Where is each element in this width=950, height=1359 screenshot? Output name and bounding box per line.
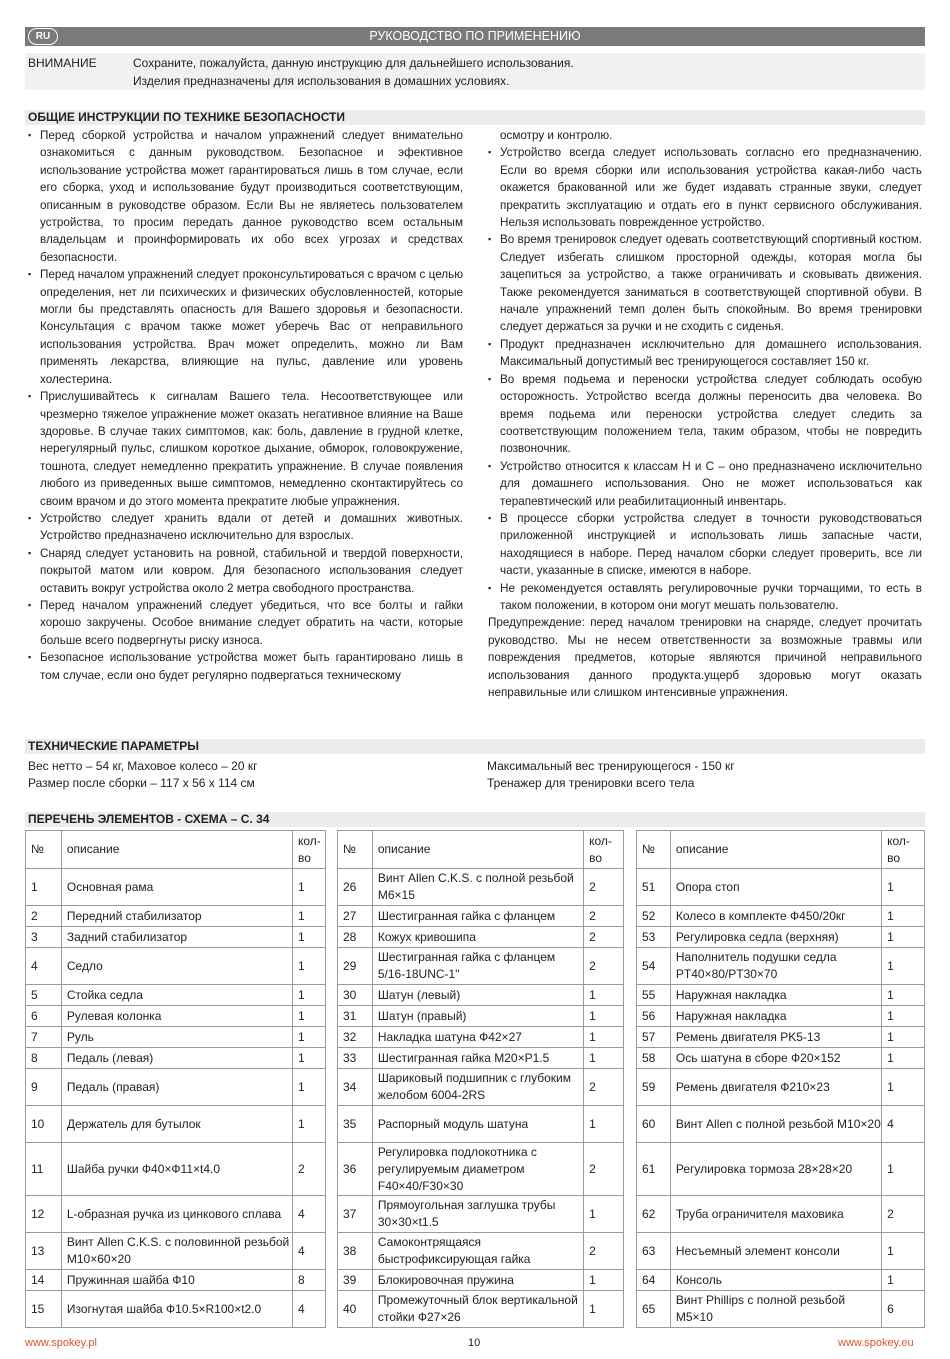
part-quantity: 1 xyxy=(293,1069,326,1106)
part-quantity: 2 xyxy=(584,948,624,985)
part-number: 7 xyxy=(26,1027,62,1048)
part-quantity: 1 xyxy=(293,1048,326,1069)
safety-item: ▪ Перед началом упражнений следует убедиться, что все болты и гайки хорошо закручены. Особое внимание следует обратить на части, которые больше всего подвергнуты риску износа. xyxy=(28,597,463,649)
part-quantity: 8 xyxy=(293,1270,326,1291)
table-row xyxy=(338,948,624,985)
safety-left-column xyxy=(28,127,463,684)
safety-item: ▪ Устройство всегда следует использовать согласно его предназначению. Если во время сборки или использования устройства какая-либо часть окажется бракованной или же будет издавать странные звуки, следует прекратить эксплуатацию и отдать его в пункт сервисного обслуживания. Нельзя использовать поврежденное устройство. xyxy=(488,144,922,231)
safety-item: ▪ Прислушивайтесь к сигналам Вашего тела. Несоответствующее или чрезмерно тяжелое упражнение может оказать негативное влияние на Ваше здоровье. В случае таких симптомов, как: боль, давление в грудной клетке, нерегулярный пульс, слишком короткое дыхание, обморок, головокружение, тошнота, следует немедленно прекратить упражнение. В случае появления любого из приведенных выше симптомов, немедленно сконтактируйтесь со своим врачом и до этого момента прекратите любые упражнения. xyxy=(28,388,463,510)
warning-label: ВНИМАНИЕ xyxy=(28,56,97,70)
part-number: 30 xyxy=(338,985,373,1006)
table-row xyxy=(637,1143,925,1196)
part-quantity: 1 xyxy=(584,1048,624,1069)
table-row xyxy=(637,1006,925,1027)
page-title: РУКОВОДСТВО ПО ПРИМЕНЕНИЮ xyxy=(369,29,581,43)
part-description: Шестигранная гайка M20×P1.5 xyxy=(372,1048,583,1069)
part-description: Наружная накладка xyxy=(670,985,881,1006)
table-row xyxy=(338,906,624,927)
part-quantity: 4 xyxy=(882,1106,925,1143)
parts-table-3 xyxy=(636,830,925,1328)
part-description: Консоль xyxy=(670,1270,881,1291)
part-quantity: 1 xyxy=(882,869,925,906)
part-number: 2 xyxy=(26,906,62,927)
part-number: 13 xyxy=(26,1233,62,1270)
table-row xyxy=(26,948,326,985)
part-quantity: 1 xyxy=(882,1048,925,1069)
part-description: Ремень двигателя PK5-13 xyxy=(670,1027,881,1048)
column-number-header: № xyxy=(637,831,671,869)
table-row xyxy=(637,1048,925,1069)
table-row xyxy=(637,1233,925,1270)
part-description: Седло xyxy=(61,948,292,985)
tech-right xyxy=(487,758,735,792)
column-number-header: № xyxy=(338,831,373,869)
part-quantity: 1 xyxy=(293,1006,326,1027)
language-badge: RU xyxy=(28,28,58,45)
quantity-header-line: во xyxy=(298,850,311,865)
part-number: 4 xyxy=(26,948,62,985)
part-quantity: 2 xyxy=(584,1233,624,1270)
quantity-header-line: кол- xyxy=(589,833,612,848)
part-number: 63 xyxy=(637,1233,671,1270)
table-row xyxy=(338,1048,624,1069)
footer-link-pl[interactable]: www.spokey.pl xyxy=(25,1337,97,1349)
part-quantity: 4 xyxy=(293,1196,326,1233)
part-description: Винт Allen с полной резьбой M10×20 xyxy=(670,1106,881,1143)
parts-heading: ПЕРЕЧЕНЬ ЭЛЕМЕНТОВ - СХЕМА – С. 34 xyxy=(25,812,925,827)
part-number: 29 xyxy=(338,948,373,985)
table-row xyxy=(338,985,624,1006)
part-quantity: 1 xyxy=(882,1069,925,1106)
safety-item: ▪ Во время подьема и переноски устройства следует соблюдать особую осторожность. Устройство всегда должны переносить два человека. Во время подьема или переноски устройства следует следить за соответствующим положением тела, таким образом, чтобы не повредить позвоночник. xyxy=(488,371,922,458)
part-number: 26 xyxy=(338,869,373,906)
tech-size: Размер после сборки – 117 x 56 x 114 см xyxy=(28,776,255,790)
table-row xyxy=(338,1143,624,1196)
safety-item: ▪ Перед сборкой устройства и началом упражнений следует внимательно ознакомиться с данным руководством. Безопасное и эфективное использование устройства может гарантироваться лишь в том случае, если его сборка, уход и использование будут производиться соответствующим, описанным в руководстве образом. Если Вы не являетесь пользователем устройства, то просим передать данное руководство всем остальным владельцам и проинформировать их обо всех угрозах и средствах безопасности. xyxy=(28,127,463,266)
part-number: 33 xyxy=(338,1048,373,1069)
part-description: Опора стоп xyxy=(670,869,881,906)
part-number: 38 xyxy=(338,1233,373,1270)
part-quantity: 2 xyxy=(584,906,624,927)
part-description: Кожух кривошипа xyxy=(372,927,583,948)
table-row xyxy=(637,948,925,985)
part-description: Промежуточный блок вертикальной стойки Ф27×26 xyxy=(372,1291,583,1328)
part-description: Наружная накладка xyxy=(670,1006,881,1027)
safety-warning-note: Предупреждение: перед началом тренировки на снаряде, следует прочитать руководство. Мы не несем ответственности за возможные травмы или повреждения предметов, которые являются причиной неправильного использования данного продукта.ущерб здоровью могут оказать неправильные или слишком интенсивные упражнения. xyxy=(488,616,922,699)
quantity-header-line: во xyxy=(589,850,603,865)
column-quantity-header xyxy=(584,831,624,869)
part-number: 53 xyxy=(637,927,671,948)
table-row xyxy=(637,1196,925,1233)
part-number: 61 xyxy=(637,1143,671,1196)
part-description: Шатун (правый) xyxy=(372,1006,583,1027)
tech-heading: ТЕХНИЧЕСКИЕ ПАРАМЕТРЫ xyxy=(25,739,925,754)
part-quantity: 1 xyxy=(293,906,326,927)
part-description: Шестигранная гайка с фланцем xyxy=(372,906,583,927)
part-number: 58 xyxy=(637,1048,671,1069)
part-description: Регулировка тормоза 28×28×20 xyxy=(670,1143,881,1196)
part-number: 12 xyxy=(26,1196,62,1233)
part-quantity: 1 xyxy=(882,1006,925,1027)
part-description: Изогнутая шайба Ф10.5×R100×t2.0 xyxy=(61,1291,292,1328)
part-description: Руль xyxy=(61,1027,292,1048)
table-row xyxy=(26,1143,326,1196)
table-row xyxy=(26,927,326,948)
table-header-row xyxy=(338,831,624,869)
table-row xyxy=(26,1291,326,1328)
part-quantity: 6 xyxy=(882,1291,925,1328)
part-number: 31 xyxy=(338,1006,373,1027)
table-row xyxy=(338,1196,624,1233)
part-quantity: 1 xyxy=(882,1233,925,1270)
part-description: Несъемный элемент консоли xyxy=(670,1233,881,1270)
column-description-header: описание xyxy=(61,831,292,869)
part-quantity: 1 xyxy=(584,985,624,1006)
column-quantity-header xyxy=(293,831,326,869)
table-row xyxy=(637,869,925,906)
part-quantity: 1 xyxy=(882,1143,925,1196)
table-row xyxy=(26,1027,326,1048)
part-quantity: 1 xyxy=(293,1106,326,1143)
part-description: Педаль (левая) xyxy=(61,1048,292,1069)
table-header-row xyxy=(26,831,326,869)
part-number: 35 xyxy=(338,1106,373,1143)
part-quantity: 1 xyxy=(882,906,925,927)
part-number: 62 xyxy=(637,1196,671,1233)
part-number: 57 xyxy=(637,1027,671,1048)
part-number: 6 xyxy=(26,1006,62,1027)
tech-purpose: Тренажер для тренировки всего тела xyxy=(487,776,695,790)
table-row xyxy=(637,927,925,948)
table-row xyxy=(26,906,326,927)
warning-line-2: Изделия предназначены для использования в домашних условиях. xyxy=(133,74,510,88)
part-quantity: 1 xyxy=(882,948,925,985)
table-row xyxy=(26,1069,326,1106)
safety-item: ▪ Снаряд следует установить на ровной, стабильной и твердой поверхности, покрытой матом или ковром. Для безопасного использования следует оставить вокруг устройства около 2 метра свободного пространства. xyxy=(28,545,463,597)
part-number: 54 xyxy=(637,948,671,985)
part-description: Винт Allen C.K.S. с половинной резьбой М10×60×20 xyxy=(61,1233,292,1270)
part-description: Ремень двигателя Ф210×23 xyxy=(670,1069,881,1106)
safety-item: ▪ Перед началом упражнений следует проконсультироваться с врачом с целью определения, нет ли психических и физических обусловленностей, которые могли бы представлять опасность для Вашего здоровья и безопасности. Консультация с врачом также может уберечь Вас от неправильного использования устройства. Врач может определить, можно ли Вам применять лекарства, влияющие на пульс, давление или уровень холестерина. xyxy=(28,266,463,388)
part-description: Шайба ручки Ф40×Ф11×t4.0 xyxy=(61,1143,292,1196)
part-number: 1 xyxy=(26,869,62,906)
safety-item: ▪ Не рекомендуется оставлять регулировочные ручки торчащими, то есть в таком положении, в котором они могут мешать пользователю. xyxy=(488,580,922,615)
part-description: Шестигранная гайка с фланцем 5/16-18UNC-1" xyxy=(372,948,583,985)
warning-line-1: Сохраните, пожалуйста, данную инструкцию для дальнейшего использования. xyxy=(133,56,574,70)
safety-item: ▪ Продукт предназначен исключительно для домашнего использования. Максимальный допустимый вес тренирующегося составляет 150 кг. xyxy=(488,336,922,371)
part-quantity: 1 xyxy=(584,1006,624,1027)
safety-item: ▪ В процессе сборки устройства следует в точности руководствоваться приложенной инструкцией и использовать лишь запасные части, находящиеся в наборе. Перед началом сборки следует проверить, все ли части, указанные в списке, имеются в наборе. xyxy=(488,510,922,580)
table-row xyxy=(637,1291,925,1328)
part-quantity: 1 xyxy=(584,1027,624,1048)
column-description-header: описание xyxy=(670,831,881,869)
part-quantity: 1 xyxy=(293,985,326,1006)
table-row xyxy=(338,927,624,948)
part-description: Стойка седла xyxy=(61,985,292,1006)
part-description: Шариковый подшипник с глубоким желобом 6004-2RS xyxy=(372,1069,583,1106)
part-description: Колесо в комплекте Ф450/20кг xyxy=(670,906,881,927)
table-row xyxy=(637,1069,925,1106)
part-number: 51 xyxy=(637,869,671,906)
safety-item: ▪ Устройство следует хранить вдали от детей и домашних животных. Устройство предназначено исключительно для взрослых. xyxy=(28,510,463,545)
part-description: Пружинная шайба Ф10 xyxy=(61,1270,292,1291)
part-quantity: 2 xyxy=(882,1196,925,1233)
part-quantity: 1 xyxy=(882,1027,925,1048)
part-number: 60 xyxy=(637,1106,671,1143)
table-row xyxy=(338,1069,624,1106)
page-number: 10 xyxy=(468,1337,481,1349)
safety-right-continuation: осмотру и контролю. xyxy=(500,129,613,142)
part-quantity: 2 xyxy=(584,869,624,906)
part-description: Винт Phillips с полной резьбой M5×10 xyxy=(670,1291,881,1328)
part-number: 27 xyxy=(338,906,373,927)
part-description: Наполнитель подушки седла PT40×80/PT30×70 xyxy=(670,948,881,985)
part-number: 32 xyxy=(338,1027,373,1048)
part-number: 65 xyxy=(637,1291,671,1328)
parts-table-1 xyxy=(25,830,326,1328)
table-row xyxy=(26,1270,326,1291)
part-number: 14 xyxy=(26,1270,62,1291)
table-row xyxy=(637,1270,925,1291)
part-quantity: 2 xyxy=(584,1069,624,1106)
part-description: Держатель для бутылок xyxy=(61,1106,292,1143)
part-quantity: 1 xyxy=(293,869,326,906)
parts-table-2 xyxy=(337,830,624,1328)
part-number: 5 xyxy=(26,985,62,1006)
part-number: 52 xyxy=(637,906,671,927)
part-description: Винт Allen C.K.S. с полной резьбой M6×15 xyxy=(372,869,583,906)
table-row xyxy=(338,1006,624,1027)
part-quantity: 4 xyxy=(293,1291,326,1328)
safety-right-column xyxy=(488,127,922,701)
part-number: 36 xyxy=(338,1143,373,1196)
tech-left xyxy=(28,758,258,792)
part-quantity: 1 xyxy=(584,1291,624,1328)
part-quantity: 1 xyxy=(584,1196,624,1233)
part-quantity: 1 xyxy=(882,1270,925,1291)
part-number: 3 xyxy=(26,927,62,948)
column-number-header: № xyxy=(26,831,62,869)
safety-item: ▪ Устройство относится к классам H и C – оно предназначено исключительно для домашнего использования. Оно не может использоваться как терапевтический или реабилитационный инвентарь. xyxy=(488,458,922,510)
title-bar xyxy=(25,27,925,46)
part-number: 15 xyxy=(26,1291,62,1328)
part-number: 64 xyxy=(637,1270,671,1291)
part-number: 10 xyxy=(26,1106,62,1143)
warning-box xyxy=(25,53,925,90)
part-quantity: 1 xyxy=(882,985,925,1006)
part-number: 11 xyxy=(26,1143,62,1196)
part-quantity: 1 xyxy=(584,1270,624,1291)
part-quantity: 1 xyxy=(882,927,925,948)
part-quantity: 1 xyxy=(584,1106,624,1143)
part-quantity: 1 xyxy=(293,1027,326,1048)
part-quantity: 1 xyxy=(293,927,326,948)
part-description: Распорный модуль шатуна xyxy=(372,1106,583,1143)
part-quantity: 2 xyxy=(584,1143,624,1196)
table-row xyxy=(26,1006,326,1027)
safety-item: ▪ Безопасное использование устройства может быть гарантировано лишь в том случае, если оно будет регулярно подвергаться техническому xyxy=(28,649,463,684)
part-number: 37 xyxy=(338,1196,373,1233)
table-row xyxy=(338,1291,624,1328)
part-description: Задний стабилизатор xyxy=(61,927,292,948)
table-row xyxy=(26,869,326,906)
footer-link-eu[interactable]: www.spokey.eu xyxy=(838,1337,914,1349)
part-description: Рулевая колонка xyxy=(61,1006,292,1027)
part-description: Труба ограничителя маховика xyxy=(670,1196,881,1233)
part-description: Педаль (правая) xyxy=(61,1069,292,1106)
part-description: Блокировочная пружина xyxy=(372,1270,583,1291)
part-number: 39 xyxy=(338,1270,373,1291)
part-description: L-образная ручка из цинкового сплава xyxy=(61,1196,292,1233)
table-row xyxy=(637,985,925,1006)
tech-weight: Вес нетто – 54 кг, Маховое колесо – 20 кг xyxy=(28,759,258,773)
part-description: Самоконтрящаяся быстрофиксирующая гайка xyxy=(372,1233,583,1270)
part-description: Передний стабилизатор xyxy=(61,906,292,927)
part-number: 40 xyxy=(338,1291,373,1328)
table-row xyxy=(26,1106,326,1143)
column-quantity-header xyxy=(882,831,925,869)
table-header-row xyxy=(637,831,925,869)
part-number: 34 xyxy=(338,1069,373,1106)
part-description: Основная рама xyxy=(61,869,292,906)
part-description: Прямоугольная заглушка трубы 30×30×t1.5 xyxy=(372,1196,583,1233)
table-row xyxy=(637,1106,925,1143)
part-number: 28 xyxy=(338,927,373,948)
part-description: Шатун (левый) xyxy=(372,985,583,1006)
part-quantity: 2 xyxy=(584,927,624,948)
column-description-header: описание xyxy=(372,831,583,869)
table-row xyxy=(26,1048,326,1069)
tech-max-weight: Максимальный вес тренирующегося - 150 кг xyxy=(487,759,735,773)
part-quantity: 4 xyxy=(293,1233,326,1270)
quantity-header-line: кол- xyxy=(887,833,910,848)
table-row xyxy=(338,1027,624,1048)
table-row xyxy=(338,1270,624,1291)
part-number: 55 xyxy=(637,985,671,1006)
part-number: 9 xyxy=(26,1069,62,1106)
part-description: Регулировка подлокотника с регулируемым диаметром F40×40/F30×30 xyxy=(372,1143,583,1196)
part-number: 8 xyxy=(26,1048,62,1069)
quantity-header-line: во xyxy=(887,850,900,865)
table-row xyxy=(26,1196,326,1233)
safety-heading: ОБЩИЕ ИНСТРУКЦИИ ПО ТЕХНИКЕ БЕЗОПАСНОСТИ xyxy=(25,110,925,125)
part-description: Ось шатуна в сборе Ф20×152 xyxy=(670,1048,881,1069)
table-row xyxy=(637,906,925,927)
table-row xyxy=(26,985,326,1006)
quantity-header-line: кол- xyxy=(298,833,321,848)
part-number: 59 xyxy=(637,1069,671,1106)
table-row xyxy=(338,1106,624,1143)
part-quantity: 1 xyxy=(293,948,326,985)
safety-item: ▪ Во время тренировок следует одевать соответствующий спортивный костюм. Следует избегать слишком просторной одежды, которая могла бы зацепиться за устройство, а также ограничивать и сковывать движения. Также рекомендуется заниматься в соответствующей спортивной обуви. В начале упражнений темп долен быть спокойным. Во время тренировки следует держаться за ручки и не сходить с сиденья. xyxy=(488,231,922,335)
table-row xyxy=(338,1233,624,1270)
table-row xyxy=(637,1027,925,1048)
part-number: 56 xyxy=(637,1006,671,1027)
table-row xyxy=(338,869,624,906)
part-description: Накладка шатуна Ф42×27 xyxy=(372,1027,583,1048)
part-description: Регулировка седла (верхняя) xyxy=(670,927,881,948)
table-row xyxy=(26,1233,326,1270)
part-quantity: 2 xyxy=(293,1143,326,1196)
